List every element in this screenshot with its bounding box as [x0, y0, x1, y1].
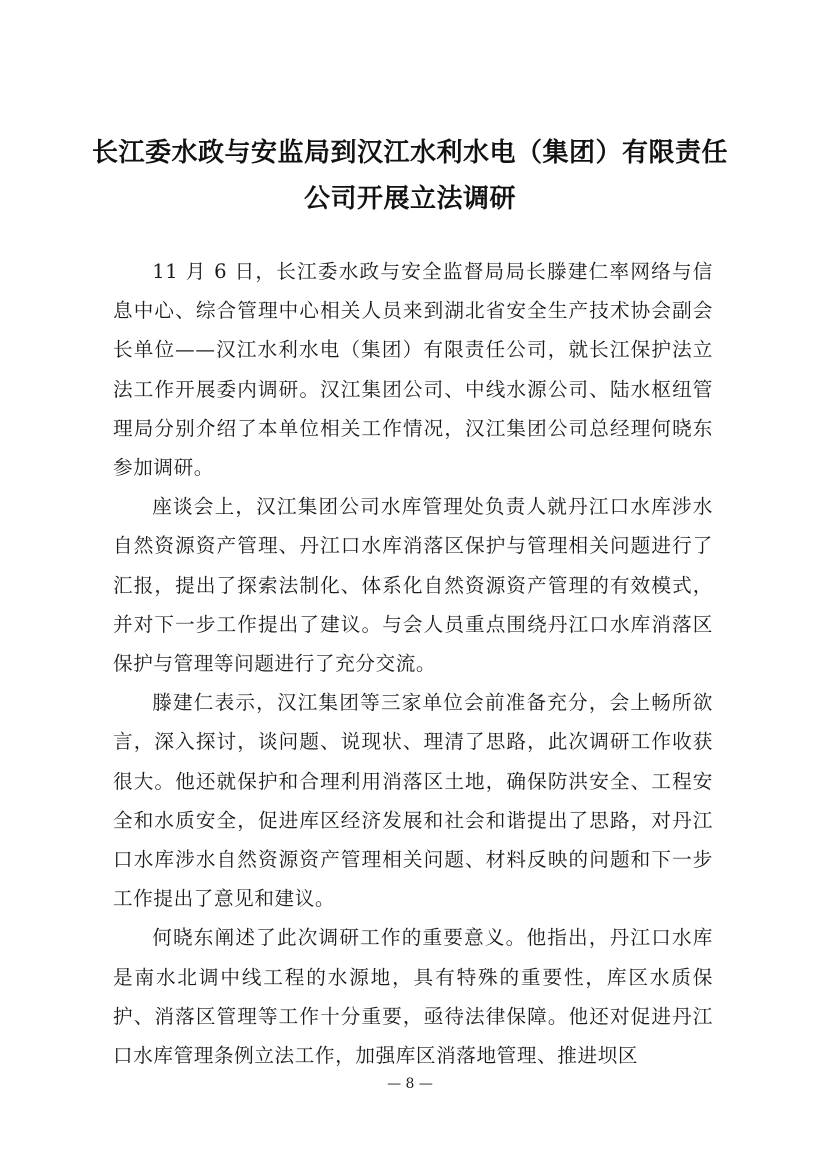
article-title-line-1: 长江委水政与安监局到汉江水利水电（集团）有限责任 — [91, 138, 728, 168]
paragraph-2: 座谈会上，汉江集团公司水库管理处负责人就丹江口水库涉水自然资源资产管理、丹江口水库消落区保护与管理相关问题进行了汇报，提出了探索法制化、体系化自然资源资产管理的有效模式，并对下一步工作提出了建议。与会人员重点围绕丹江口水库消落区保护与管理等问题进行了充分交流。 — [113, 495, 713, 676]
paragraph-3: 滕建仁表示，汉江集团等三家单位会前准备充分，会上畅所欲言，深入探讨，谈问题、说现状、理清了思路，此次调研工作收获很大。他还就保护和合理利用消落区土地，确保防洪安全、工程安全和水质安全，促进库区经济发展和社会和谐提出了思路，对丹江口水库涉水自然资源资产管理相关问题、材料反映的问题和下一步工作提出了意见和建议。 — [113, 691, 713, 911]
paragraph-1: 11 月 6 日，长江委水政与安全监督局局长滕建仁率网络与信息中心、综合管理中心相关人员来到湖北省安全生产技术协会副会长单位——汉江水利水电（集团）有限责任公司，就长江保护法立法工作开展委内调研。汉江集团公司、中线水源公司、陆水枢纽管理局分别介绍了本单位相关工作情况，汉江集团公司总经理何晓东参加调研。 — [113, 260, 713, 480]
article-title-line-2: 公司开展立法调研 — [303, 184, 516, 214]
page-number: — 8 — — [387, 1076, 433, 1092]
article-body — [113, 252, 713, 1075]
paragraph-4: 何晓东阐述了此次调研工作的重要意义。他指出，丹江口水库是南水北调中线工程的水源地，具有特殊的重要性，库区水质保护、消落区管理等工作十分重要，亟待法律保障。他还对促进丹江口水库管理条例立法工作，加强库区消落地管理、推进坝区 — [113, 926, 713, 1068]
article-title — [90, 130, 730, 222]
